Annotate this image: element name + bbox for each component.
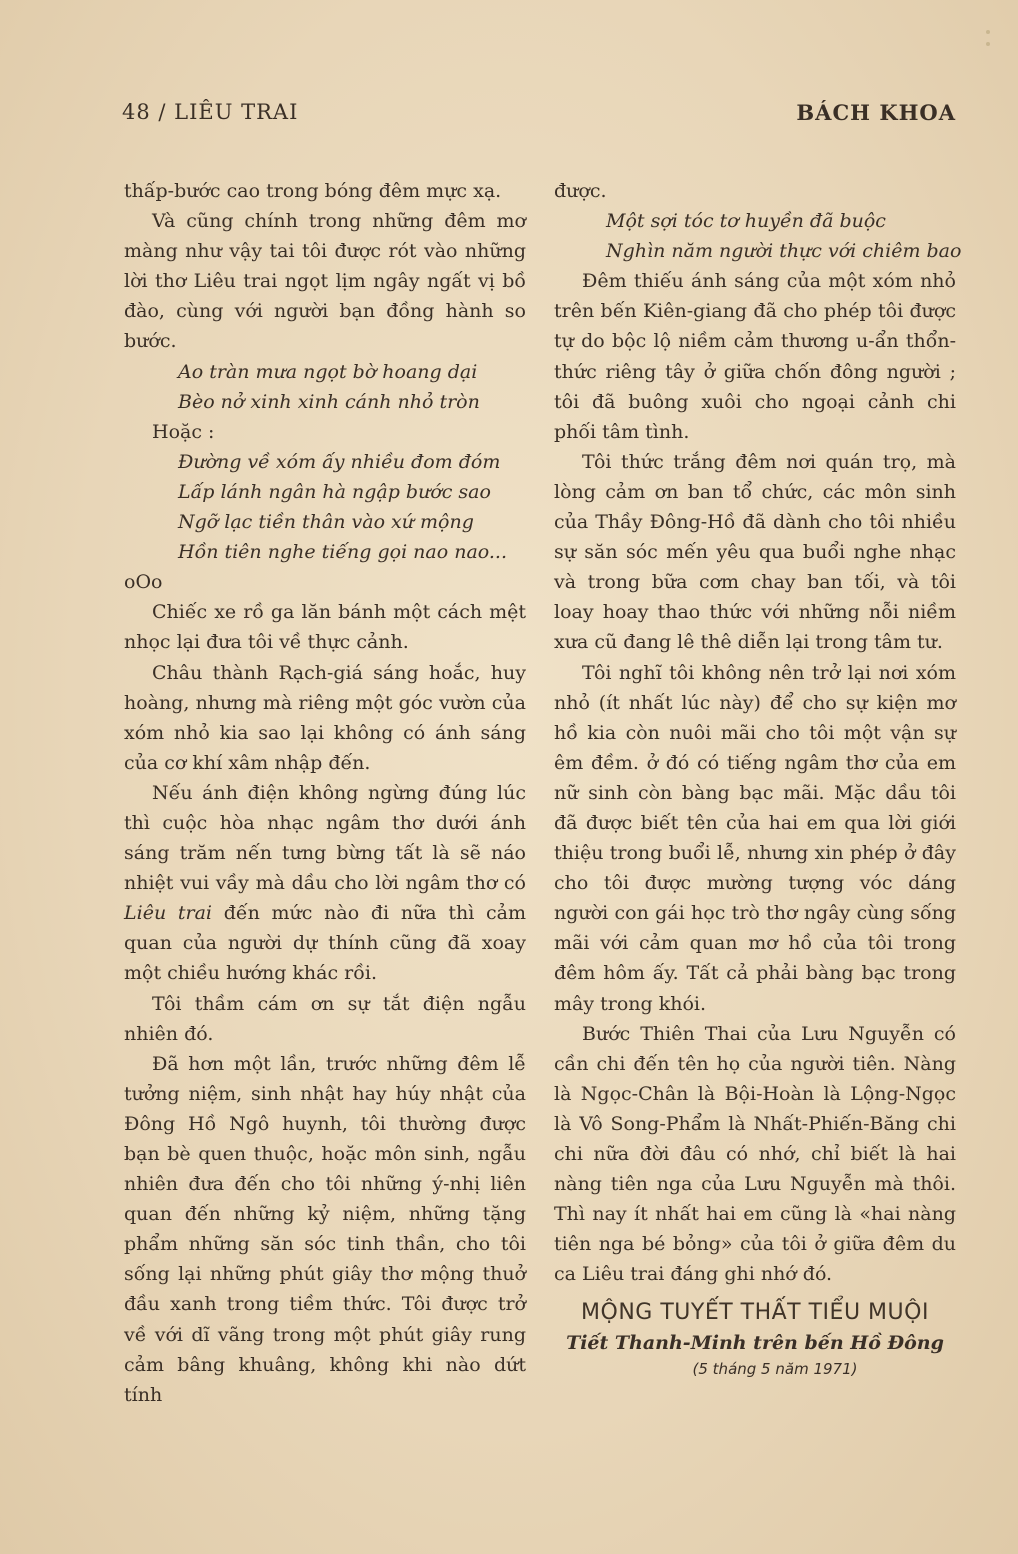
paragraph <box>124 778 526 989</box>
page-number-section: 48 / LIÊU TRAI <box>122 100 299 124</box>
text-run: Nếu ánh điện không ngừng đúng lúc thì cuộc hòa nhạc ngâm thơ dưới ánh sáng trăm nến tưng bừng tất là sẽ náo nhiệt vui vầy mà dầu cho lời ngâm thơ có <box>124 781 526 895</box>
magazine-title: BÁCH KHOA <box>796 100 956 125</box>
paragraph: Tôi nghĩ tôi không nên trở lại nơi xóm nhỏ (ít nhất lúc này) để cho sự kiện mơ hồ kia còn nuôi mãi cho tôi một vận sự êm đềm. ở đó có tiếng ngâm thơ của em nữ sinh còn bàng bạc mãi. Mặc dầu tôi đã được biết tên của hai em qua lời giới thiệu trong buổi lễ, nhưng xin phép ở đây cho tôi được mường tượng vóc dáng người con gái học trò thơ ngây cùng sống mãi với cảm quan mơ hồ của tôi trong đêm hôm ấy. Tất cả phải bàng bạc trong mây trong khói. <box>554 661 956 1015</box>
text-run: đến mức nào đi nữa thì cảm quan của người dự thính cũng đã xoay một chiều hướng khác rồi. <box>124 902 526 985</box>
right-column <box>554 176 962 1381</box>
section-separator: oOo <box>124 571 163 594</box>
paragraph: được. <box>554 180 607 202</box>
paragraph: Bước Thiên Thai của Lưu Nguyễn có cần chi đến tên họ của người tiên. Nàng là Ngọc-Chân là Bội-Hoàn là Lộng-Ngọc là Vô Song-Phẩm là Nhất-Phiến-Băng chi chi nữa đời đâu có nhớ, chỉ biết là hai nàng tiên nga của Lưu Nguyễn mà thôi. Thì nay ít nhất hai em cũng là «hai nàng tiên nga bé bỏng» của tôi ở giữa đêm du ca Liêu trai đáng ghi nhớ đó. <box>554 1022 956 1286</box>
paragraph: thấp-bước cao trong bóng đêm mực xạ. <box>124 180 502 202</box>
page-header <box>122 100 956 134</box>
poem-verse <box>554 206 962 266</box>
verse-line: Đường về xóm ấy nhiều đom đóm <box>178 450 501 473</box>
verse-intro: Hoặc : <box>152 420 215 443</box>
verse-line: Ao tràn mưa ngọt bờ hoang dại <box>178 360 478 383</box>
verse-line: Lấp lánh ngân hà ngập bước sao <box>178 480 491 503</box>
paragraph: Tôi thầm cám ơn sự tắt điện ngẫu nhiên đó. <box>124 992 526 1045</box>
paragraph: Chiếc xe rồ ga lăn bánh một cách mệt nhọc lại đưa tôi về thực cảnh. <box>124 601 526 654</box>
verse-line: Bèo nở xinh xinh cánh nhỏ tròn <box>178 390 480 413</box>
paragraph: Và cũng chính trong những đêm mơ màng như vậy tai tôi được rót vào những lời thơ Liêu trai ngọt lịm ngây ngất vị bồ đào, cùng với người bạn đồng hành so bước. <box>124 210 526 353</box>
signature-date: (5 tháng 5 năm 1971) <box>692 1360 858 1379</box>
emphasis-text: Liêu trai <box>124 902 213 925</box>
verse-line: Một sợi tóc tơ huyền đã buộc <box>606 210 886 233</box>
paragraph: Đêm thiếu ánh sáng của một xóm nhỏ trên bến Kiên-giang đã cho phép tôi được tự do bộc lộ niềm cảm thương u-ẩn thổn-thức riêng tây ở giữa chốn đông người ; tôi đã buông xuôi cho ngoại cảnh chi phối tâm tình. <box>554 270 956 443</box>
verse-line: Ngỡ lạc tiền thân vào xứ mộng <box>178 511 474 534</box>
verse-line: Nghìn năm người thực với chiêm bao <box>606 240 962 263</box>
signature-place: Tiết Thanh-Minh trên bến Hồ Đông <box>566 1332 944 1355</box>
verse-line: Hồn tiên nghe tiếng gọi nao nao... <box>178 541 508 564</box>
poem-verse <box>124 447 526 567</box>
poem-verse <box>124 357 526 417</box>
paper-speck <box>986 42 990 46</box>
paragraph: Tôi thức trắng đêm nơi quán trọ, mà lòng cảm ơn ban tổ chức, các môn sinh của Thầy Đông-Hồ đã dành cho tôi nhiều sự săn sóc mến yêu qua buổi nghe nhạc và trong bữa cơm chay ban tối, và tôi loay hoay thao thức với những nỗi niềm xưa cũ đang lê thê diễn lại trong tâm tư. <box>554 450 956 654</box>
paragraph: Châu thành Rạch-giá sáng hoắc, huy hoàng, nhưng mà riêng một góc vườn của xóm nhỏ kia sao lại không có ánh sáng của cơ khí xâm nhập đến. <box>124 661 526 774</box>
author-signature: MỘNG TUYẾT THẤT TIỂU MUỘI <box>581 1300 929 1326</box>
left-column <box>124 176 526 1410</box>
paper-speck <box>986 30 990 34</box>
paragraph: Đã hơn một lần, trước những đêm lễ tưởng niệm, sinh nhật hay húy nhật của Đông Hồ Ngô huynh, tôi thường được bạn bè quen thuộc, hoặc môn sinh, ngẫu nhiên đưa đến cho tôi những ý-nhị liên quan đến những kỷ niệm, những tặng phẩm những săn sóc tinh thần, cho tôi sống lại những phút giây thơ mộng thuở đầu xanh trong tiềm thức. Tôi được trở về với dĩ vãng trong một phút giây rung cảm bâng khuâng, không khi nào dứt tính <box>124 1052 526 1406</box>
